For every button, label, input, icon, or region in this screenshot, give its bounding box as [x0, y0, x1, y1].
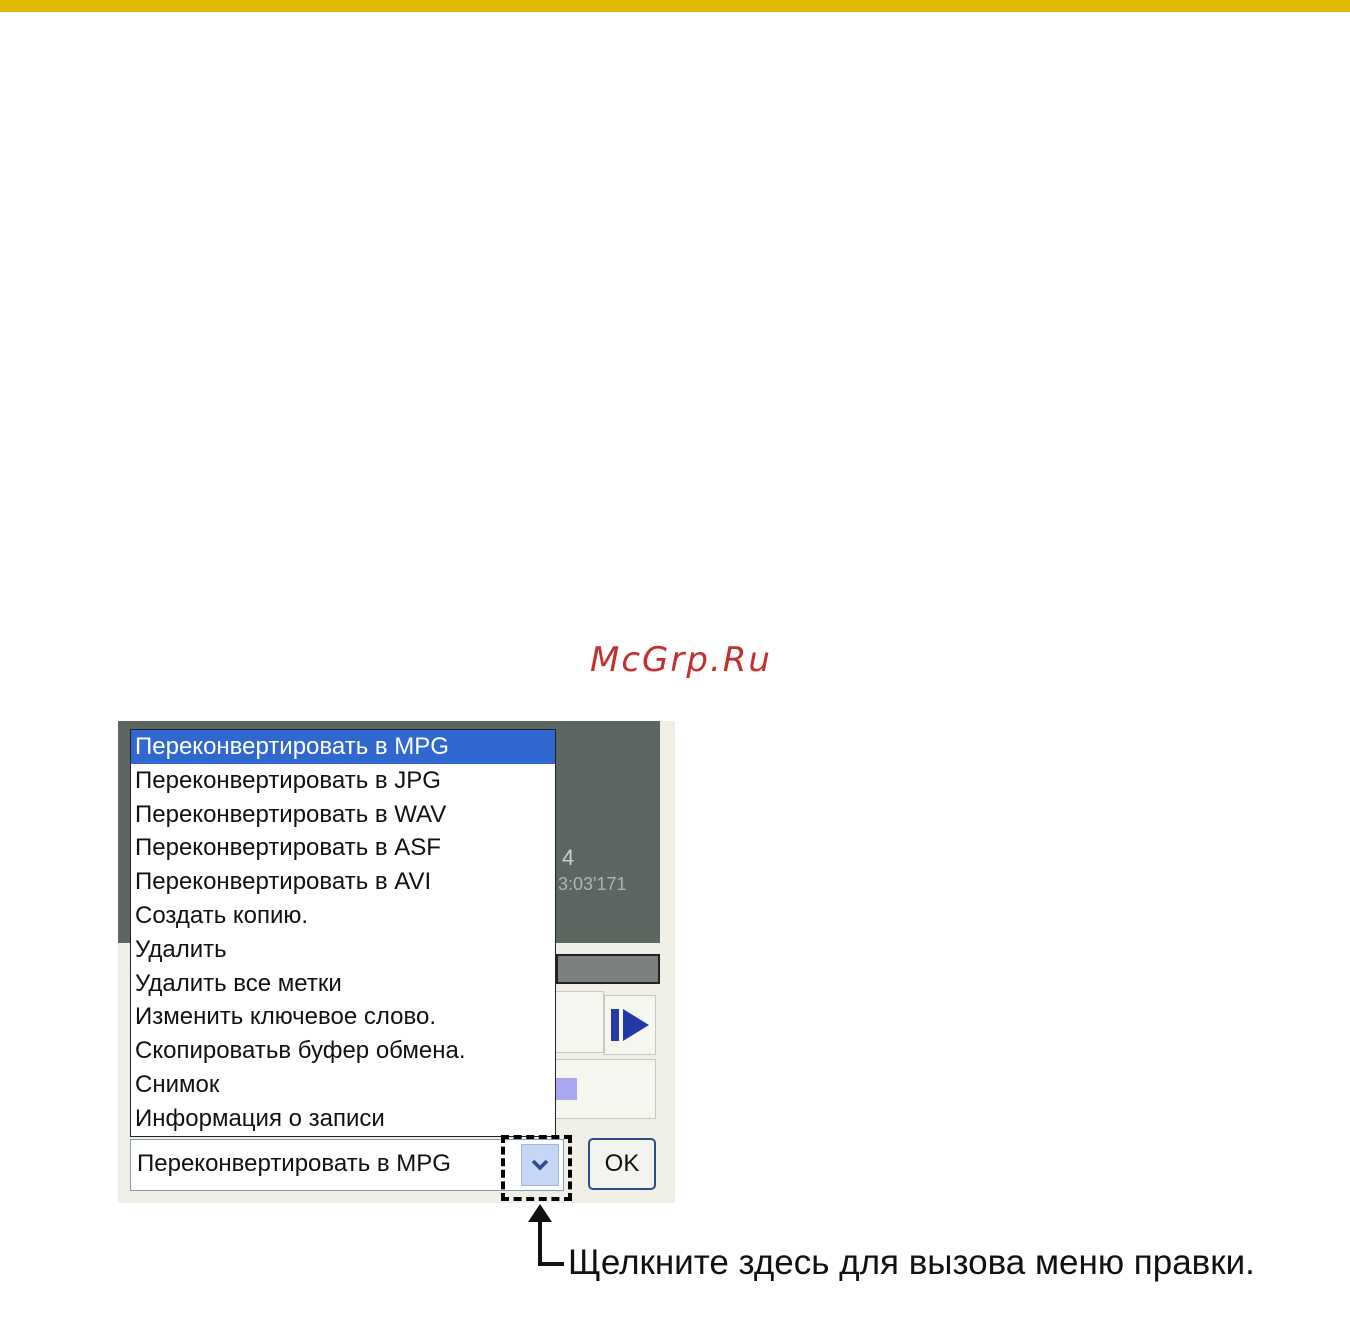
dropdown-item[interactable]: Удалить все метки: [135, 969, 342, 997]
control-panel: [554, 991, 604, 1053]
skip-next-icon: [609, 1005, 651, 1045]
dropdown-item[interactable]: Переконвертировать в AVI: [135, 868, 432, 896]
dropdown-item[interactable]: Снимок: [135, 1070, 220, 1098]
progress-fill: [555, 1078, 577, 1100]
ok-button[interactable]: OK: [588, 1138, 656, 1190]
dropdown-item[interactable]: Создать копию.: [135, 901, 309, 929]
dropdown-item[interactable]: Скопироватьв буфер обмена.: [135, 1037, 466, 1065]
callout-arrow-icon: [520, 1200, 570, 1272]
next-button[interactable]: [604, 995, 656, 1055]
combobox-value: Переконвертировать в MPG: [137, 1150, 451, 1177]
dropdown-item[interactable]: Переконвертировать в ASF: [135, 834, 441, 862]
dropdown-item[interactable]: Переконвертировать в WAV: [135, 800, 447, 828]
video-timestamp: 3:03'171: [558, 874, 627, 894]
edit-menu-list: [130, 729, 556, 1137]
dialog-screenshot: [118, 721, 675, 1203]
seek-bar[interactable]: [556, 954, 660, 984]
progress-panel: [554, 1059, 656, 1119]
dropdown-item[interactable]: Изменить ключевое слово.: [135, 1003, 436, 1031]
highlight-box: [501, 1135, 572, 1201]
dropdown-item[interactable]: Переконвертировать в JPG: [135, 766, 441, 794]
video-overlay-mark: 4: [562, 845, 575, 870]
watermark: McGrp.Ru: [590, 640, 772, 680]
dropdown-item[interactable]: Информация о записи: [135, 1104, 385, 1132]
dropdown-item[interactable]: Переконвертировать в MPG: [131, 730, 555, 764]
edit-menu-combobox[interactable]: [130, 1139, 564, 1191]
dropdown-item[interactable]: Удалить: [135, 935, 227, 963]
callout-text: Щелкните здесь для вызова меню правки.: [568, 1243, 1255, 1282]
top-accent-bar: [0, 0, 1350, 12]
